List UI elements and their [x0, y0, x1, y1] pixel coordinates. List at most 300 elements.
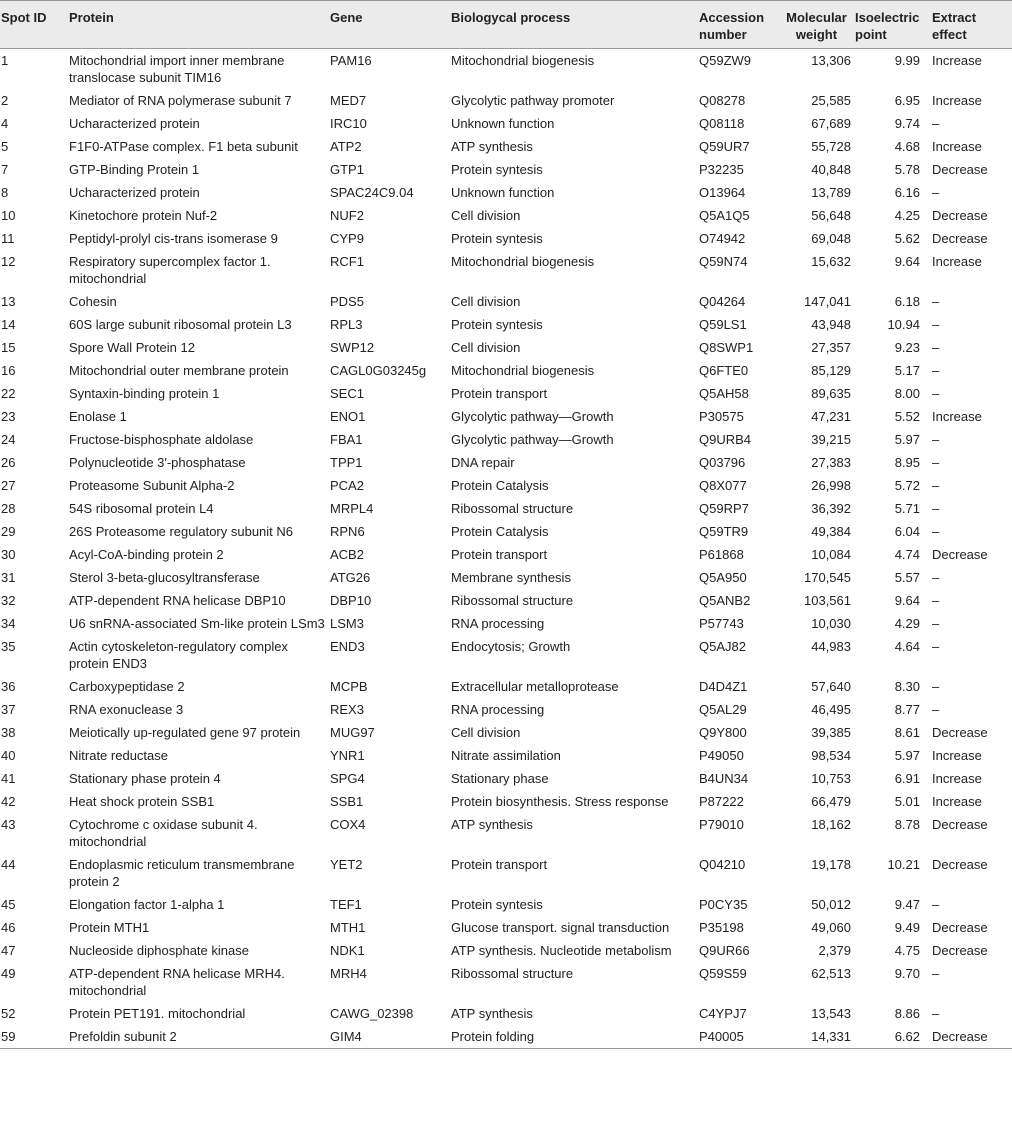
- cell-gene: PAM16: [330, 53, 372, 68]
- cell-biological-process: Protein transport: [451, 857, 548, 872]
- cell-gene: NDK1: [330, 943, 365, 958]
- cell-biological-process: Protein syntesis: [451, 231, 543, 246]
- cell-isoelectric-point: 4.74: [894, 547, 920, 562]
- cell-protein: Nucleoside diphosphate kinase: [69, 943, 249, 958]
- cell-biological-process: Protein transport: [451, 386, 548, 401]
- table-row: [0, 813, 1012, 853]
- table-row: [0, 250, 1012, 290]
- table-row: [0, 744, 1012, 767]
- cell-protein: Elongation factor 1-alpha 1: [69, 897, 225, 912]
- cell-protein: Polynucleotide 3′-phosphatase: [69, 455, 246, 470]
- table-row: [0, 790, 1012, 813]
- cell-molecular-weight: 26,998: [811, 478, 851, 493]
- cell-gene: IRC10: [330, 116, 367, 131]
- cell-isoelectric-point: 8.30: [894, 679, 920, 694]
- table-row: [0, 698, 1012, 721]
- cell-accession-number: Q9Y800: [699, 725, 747, 740]
- cell-biological-process: Cell division: [451, 294, 521, 309]
- cell-protein: 60S large subunit ribosomal protein L3: [69, 317, 292, 332]
- cell-molecular-weight: 47,231: [811, 409, 851, 424]
- cell-molecular-weight: 19,178: [811, 857, 851, 872]
- table-row: [0, 382, 1012, 405]
- table-row: [0, 181, 1012, 204]
- cell-biological-process: Protein Catalysis: [451, 478, 549, 493]
- cell-gene: SPG4: [330, 771, 365, 786]
- cell-accession-number: O74942: [699, 231, 746, 246]
- cell-spot-id: 35: [1, 639, 16, 654]
- cell-protein: Mitochondrial outer membrane protein: [69, 363, 289, 378]
- cell-molecular-weight: 40,848: [811, 162, 851, 177]
- cell-spot-id: 15: [1, 340, 16, 355]
- cell-extract-effect: –: [932, 702, 940, 717]
- table-row: [0, 290, 1012, 313]
- cell-isoelectric-point: 4.68: [894, 139, 920, 154]
- cell-accession-number: P61868: [699, 547, 744, 562]
- cell-isoelectric-point: 9.74: [894, 116, 920, 131]
- cell-extract-effect: Decrease: [932, 817, 988, 832]
- cell-accession-number: Q9URB4: [699, 432, 752, 447]
- cell-spot-id: 59: [0, 1025, 67, 1049]
- cell-biological-process: Protein syntesis: [451, 897, 543, 912]
- cell-protein: Kinetochore protein Nuf-2: [69, 208, 218, 223]
- cell-extract-effect: –: [932, 386, 940, 401]
- table-row: [0, 767, 1012, 790]
- cell-isoelectric-point: 5.72: [894, 478, 920, 493]
- cell-spot-id: 52: [1, 1006, 16, 1021]
- cell-isoelectric-point: 6.18: [894, 294, 920, 309]
- cell-biological-process: Cell division: [451, 340, 521, 355]
- cell-protein: U6 snRNA-associated Sm-like protein LSm3: [69, 616, 325, 631]
- cell-isoelectric-point: 8.86: [894, 1006, 920, 1021]
- cell-accession-number: P79010: [699, 817, 744, 832]
- cell-accession-number: P87222: [699, 794, 744, 809]
- cell-protein: Nitrate reductase: [69, 748, 168, 763]
- cell-spot-id: 1: [1, 53, 9, 68]
- cell-protein: Stationary phase protein 4: [69, 771, 221, 786]
- table-row: [0, 313, 1012, 336]
- cell-accession-number: Q5AJ82: [699, 639, 746, 654]
- table-row: [0, 89, 1012, 112]
- header-accession-number: Accession number: [697, 1, 780, 49]
- cell-spot-id: 46: [1, 920, 16, 935]
- cell-accession-number: Q5AL29: [699, 702, 747, 717]
- cell-isoelectric-point: 4.25: [894, 208, 920, 223]
- cell-protein: Fructose-bisphosphate aldolase: [69, 432, 254, 447]
- cell-biological-process: Cell division: [451, 725, 521, 740]
- cell-spot-id: 43: [1, 817, 16, 832]
- cell-gene: COX4: [330, 817, 366, 832]
- cell-isoelectric-point: 5.78: [894, 162, 920, 177]
- cell-isoelectric-point: 5.71: [894, 501, 920, 516]
- cell-extract-effect: Decrease: [932, 725, 988, 740]
- cell-protein: RNA exonuclease 3: [69, 702, 184, 717]
- cell-biological-process: Cell division: [451, 208, 521, 223]
- cell-protein: Protein PET191. mitochondrial: [69, 1006, 246, 1021]
- cell-biological-process: Protein transport: [451, 547, 548, 562]
- cell-isoelectric-point: 6.16: [894, 185, 920, 200]
- cell-accession-number: P32235: [699, 162, 744, 177]
- cell-molecular-weight: 62,513: [811, 966, 851, 981]
- cell-molecular-weight: 57,640: [811, 679, 851, 694]
- cell-isoelectric-point: 4.64: [894, 639, 920, 654]
- cell-gene: LSM3: [330, 616, 364, 631]
- header-biological-process: Biologycal process: [449, 1, 697, 49]
- cell-spot-id: 36: [1, 679, 16, 694]
- cell-biological-process: Protein syntesis: [451, 317, 543, 332]
- table-row: [0, 135, 1012, 158]
- cell-molecular-weight: 10,753: [811, 771, 851, 786]
- cell-extract-effect: –: [932, 616, 940, 631]
- cell-extract-effect: –: [932, 455, 940, 470]
- cell-molecular-weight: 10,030: [811, 616, 851, 631]
- table-row: [0, 721, 1012, 744]
- cell-gene: SEC1: [330, 386, 364, 401]
- cell-extract-effect: –: [932, 340, 940, 355]
- cell-accession-number: Q8X077: [699, 478, 747, 493]
- cell-protein: Endoplasmic reticulum transmembrane protein 2: [69, 857, 295, 889]
- cell-biological-process: ATP synthesis: [451, 1006, 533, 1021]
- cell-gene: RPN6: [330, 524, 365, 539]
- table-row: [0, 428, 1012, 451]
- cell-extract-effect: –: [932, 897, 940, 912]
- cell-spot-id: 34: [1, 616, 16, 631]
- table-row: [0, 893, 1012, 916]
- cell-isoelectric-point: 5.01: [894, 794, 920, 809]
- cell-gene: ENO1: [330, 409, 366, 424]
- cell-isoelectric-point: 8.77: [894, 702, 920, 717]
- cell-isoelectric-point: 6.95: [894, 93, 920, 108]
- cell-extract-effect: Increase: [932, 93, 982, 108]
- cell-spot-id: 24: [1, 432, 16, 447]
- cell-accession-number: D4D4Z1: [699, 679, 748, 694]
- cell-isoelectric-point: 10.21: [887, 857, 920, 872]
- header-isoelectric-point: Isoelectric point: [853, 1, 930, 49]
- cell-extract-effect: Increase: [932, 409, 982, 424]
- cell-molecular-weight: 66,479: [811, 794, 851, 809]
- cell-extract-effect: Decrease: [932, 208, 988, 223]
- cell-biological-process: DNA repair: [451, 455, 515, 470]
- cell-spot-id: 41: [1, 771, 16, 786]
- cell-accession-number: Q59RP7: [699, 501, 749, 516]
- cell-accession-number: Q59N74: [699, 254, 748, 269]
- table-row: [0, 451, 1012, 474]
- cell-gene: END3: [330, 639, 365, 654]
- cell-accession-number: C4YPJ7: [699, 1006, 747, 1021]
- table-row: [0, 204, 1012, 227]
- table-row: [0, 853, 1012, 893]
- cell-extract-effect: Increase: [932, 748, 982, 763]
- cell-spot-id: 38: [1, 725, 16, 740]
- cell-gene: MRPL4: [330, 501, 374, 516]
- table-row: [0, 158, 1012, 181]
- cell-biological-process: Nitrate assimilation: [451, 748, 561, 763]
- cell-accession-number: Q04210: [699, 857, 746, 872]
- cell-extract-effect: Increase: [932, 771, 982, 786]
- cell-spot-id: 47: [1, 943, 16, 958]
- cell-gene: ATG26: [330, 570, 371, 585]
- table-header: [0, 1, 1012, 49]
- cell-protein: Mitochondrial import inner membrane translocase subunit TIM16: [69, 53, 285, 85]
- cell-accession-number: Q5A950: [699, 570, 747, 585]
- cell-biological-process: Stationary phase: [451, 771, 549, 786]
- cell-isoelectric-point: 9.64: [894, 593, 920, 608]
- table-row: [0, 359, 1012, 382]
- cell-biological-process: Unknown function: [451, 185, 555, 200]
- header-gene: Gene: [328, 1, 449, 49]
- cell-biological-process: ATP synthesis: [451, 817, 533, 832]
- table-row: [0, 939, 1012, 962]
- cell-accession-number: Q6FTE0: [699, 363, 749, 378]
- cell-molecular-weight: 98,534: [811, 748, 851, 763]
- cell-biological-process: Protein folding: [449, 1025, 697, 1049]
- cell-isoelectric-point: 8.61: [894, 725, 920, 740]
- cell-biological-process: Glycolytic pathway—Growth: [451, 409, 614, 424]
- cell-molecular-weight: 56,648: [811, 208, 851, 223]
- cell-biological-process: Glycolytic pathway promoter: [451, 93, 615, 108]
- cell-protein: Prefoldin subunit 2: [67, 1025, 328, 1049]
- cell-extract-effect: –: [932, 593, 940, 608]
- cell-isoelectric-point: 6.04: [894, 524, 920, 539]
- cell-biological-process: RNA processing: [451, 702, 545, 717]
- cell-spot-id: 14: [1, 317, 16, 332]
- cell-biological-process: Protein biosynthesis. Stress response: [451, 794, 669, 809]
- cell-isoelectric-point: 10.94: [887, 317, 920, 332]
- cell-gene: MCPB: [330, 679, 368, 694]
- cell-gene: MED7: [330, 93, 367, 108]
- cell-accession-number: Q03796: [699, 455, 746, 470]
- cell-extract-effect: –: [932, 679, 940, 694]
- cell-gene: SPAC24C9.04: [330, 185, 414, 200]
- cell-isoelectric-point: 9.99: [894, 53, 920, 68]
- cell-extract-effect: Increase: [932, 139, 982, 154]
- cell-accession-number: B4UN34: [699, 771, 749, 786]
- cell-protein: Protein MTH1: [69, 920, 150, 935]
- table-row: [0, 916, 1012, 939]
- cell-protein: Proteasome Subunit Alpha-2: [69, 478, 235, 493]
- cell-molecular-weight: 46,495: [811, 702, 851, 717]
- cell-isoelectric-point: 5.97: [894, 748, 920, 763]
- table-row: [0, 474, 1012, 497]
- cell-spot-id: 13: [1, 294, 16, 309]
- cell-spot-id: 49: [1, 966, 16, 981]
- cell-extract-effect: Decrease: [932, 943, 988, 958]
- table-row: [0, 962, 1012, 1002]
- cell-isoelectric-point: 6.91: [894, 771, 920, 786]
- cell-isoelectric-point: 5.97: [894, 432, 920, 447]
- cell-biological-process: Ribossomal structure: [451, 593, 574, 608]
- cell-extract-effect: Decrease: [932, 547, 988, 562]
- table-row: [0, 635, 1012, 675]
- cell-biological-process: Protein syntesis: [451, 162, 543, 177]
- cell-gene: CAGL0G03245g: [330, 363, 427, 378]
- cell-molecular-weight: 43,948: [811, 317, 851, 332]
- cell-extract-effect: –: [932, 1006, 940, 1021]
- cell-molecular-weight: 13,543: [811, 1006, 851, 1021]
- cell-molecular-weight: 69,048: [811, 231, 851, 246]
- cell-accession-number: Q59ZW9: [699, 53, 752, 68]
- cell-extract-effect: –: [932, 639, 940, 654]
- cell-accession-number: Q8SWP1: [699, 340, 754, 355]
- cell-extract-effect: Decrease: [930, 1025, 1012, 1049]
- cell-accession-number: P49050: [699, 748, 744, 763]
- cell-extract-effect: –: [932, 432, 940, 447]
- header-molecular-weight: Molecular weight: [780, 1, 853, 49]
- cell-biological-process: Endocytosis; Growth: [451, 639, 571, 654]
- cell-accession-number: Q5A1Q5: [699, 208, 750, 223]
- table-row: [0, 612, 1012, 635]
- cell-biological-process: Mitochondrial biogenesis: [451, 363, 595, 378]
- cell-protein: ATP-dependent RNA helicase DBP10: [69, 593, 286, 608]
- cell-biological-process: RNA processing: [451, 616, 545, 631]
- cell-molecular-weight: 18,162: [811, 817, 851, 832]
- cell-accession-number: Q08278: [699, 93, 746, 108]
- table-row: [0, 497, 1012, 520]
- table-row: [0, 589, 1012, 612]
- cell-accession-number: O13964: [699, 185, 746, 200]
- cell-molecular-weight: 55,728: [811, 139, 851, 154]
- cell-extract-effect: –: [932, 501, 940, 516]
- cell-spot-id: 42: [1, 794, 16, 809]
- cell-isoelectric-point: 4.29: [894, 616, 920, 631]
- cell-spot-id: 23: [1, 409, 16, 424]
- table-row: [0, 520, 1012, 543]
- cell-protein: Ucharacterized protein: [69, 116, 200, 131]
- cell-gene: SSB1: [330, 794, 364, 809]
- cell-extract-effect: –: [932, 363, 940, 378]
- table-row: [0, 543, 1012, 566]
- cell-protein: Acyl-CoA-binding protein 2: [69, 547, 224, 562]
- cell-molecular-weight: 13,789: [811, 185, 851, 200]
- cell-isoelectric-point: 5.52: [894, 409, 920, 424]
- cell-gene: TPP1: [330, 455, 363, 470]
- cell-gene: FBA1: [330, 432, 363, 447]
- cell-extract-effect: –: [932, 185, 940, 200]
- cell-protein: F1F0-ATPase complex. F1 beta subunit: [69, 139, 298, 154]
- cell-protein: 26S Proteasome regulatory subunit N6: [69, 524, 294, 539]
- cell-spot-id: 27: [1, 478, 16, 493]
- cell-spot-id: 7: [1, 162, 9, 177]
- cell-spot-id: 10: [1, 208, 16, 223]
- cell-extract-effect: Increase: [932, 53, 982, 68]
- cell-biological-process: Membrane synthesis: [451, 570, 571, 585]
- cell-isoelectric-point: 8.78: [894, 817, 920, 832]
- cell-molecular-weight: 2,379: [818, 943, 851, 958]
- cell-isoelectric-point: 6.62: [853, 1025, 930, 1049]
- cell-spot-id: 32: [1, 593, 16, 608]
- cell-gene: GIM4: [328, 1025, 449, 1049]
- cell-biological-process: Protein Catalysis: [451, 524, 549, 539]
- cell-protein: Carboxypeptidase 2: [69, 679, 185, 694]
- table-row: [0, 227, 1012, 250]
- cell-molecular-weight: 27,357: [811, 340, 851, 355]
- cell-gene: TEF1: [330, 897, 362, 912]
- cell-accession-number: P30575: [699, 409, 744, 424]
- cell-isoelectric-point: 5.62: [894, 231, 920, 246]
- cell-protein: Mediator of RNA polymerase subunit 7: [69, 93, 292, 108]
- cell-gene: CAWG_02398: [330, 1006, 414, 1021]
- cell-molecular-weight: 103,561: [804, 593, 851, 608]
- cell-gene: YET2: [330, 857, 363, 872]
- table-row: [0, 49, 1012, 90]
- cell-accession-number: Q9UR66: [699, 943, 750, 958]
- cell-extract-effect: Decrease: [932, 857, 988, 872]
- cell-protein: Actin cytoskeleton-regulatory complex protein END3: [69, 639, 288, 671]
- table-row: [0, 112, 1012, 135]
- cell-accession-number: Q59LS1: [699, 317, 747, 332]
- cell-isoelectric-point: 9.64: [894, 254, 920, 269]
- cell-spot-id: 11: [1, 231, 15, 246]
- cell-biological-process: Extracellular metalloprotease: [451, 679, 619, 694]
- cell-spot-id: 8: [1, 185, 9, 200]
- cell-accession-number: P57743: [699, 616, 744, 631]
- cell-molecular-weight: 170,545: [804, 570, 851, 585]
- cell-spot-id: 5: [1, 139, 9, 154]
- cell-gene: PDS5: [330, 294, 364, 309]
- cell-spot-id: 22: [1, 386, 16, 401]
- cell-protein: Cohesin: [69, 294, 117, 309]
- cell-extract-effect: –: [932, 317, 940, 332]
- table-body: [0, 49, 1012, 1049]
- cell-spot-id: 40: [1, 748, 16, 763]
- cell-gene: PCA2: [330, 478, 364, 493]
- table-row: [0, 1002, 1012, 1025]
- cell-spot-id: 4: [1, 116, 9, 131]
- cell-isoelectric-point: 8.00: [894, 386, 920, 401]
- cell-molecular-weight: 25,585: [811, 93, 851, 108]
- cell-molecular-weight: 10,084: [811, 547, 851, 562]
- cell-accession-number: P40005: [697, 1025, 780, 1049]
- cell-accession-number: Q59TR9: [699, 524, 749, 539]
- cell-spot-id: 30: [1, 547, 16, 562]
- header-protein: Protein: [67, 1, 328, 49]
- header-spot-id: Spot ID: [0, 1, 67, 49]
- table-row: [0, 675, 1012, 698]
- cell-protein: Heat shock protein SSB1: [69, 794, 215, 809]
- cell-protein: GTP-Binding Protein 1: [69, 162, 200, 177]
- cell-gene: ATP2: [330, 139, 362, 154]
- cell-molecular-weight: 27,383: [811, 455, 851, 470]
- cell-biological-process: Mitochondrial biogenesis: [451, 254, 595, 269]
- cell-protein: Syntaxin-binding protein 1: [69, 386, 220, 401]
- table-row: [0, 566, 1012, 589]
- cell-isoelectric-point: 9.23: [894, 340, 920, 355]
- cell-gene: YNR1: [330, 748, 365, 763]
- cell-accession-number: Q59UR7: [699, 139, 750, 154]
- cell-isoelectric-point: 9.49: [894, 920, 920, 935]
- table-row: [0, 1025, 1012, 1049]
- cell-accession-number: Q59S59: [699, 966, 747, 981]
- cell-molecular-weight: 13,306: [811, 53, 851, 68]
- cell-extract-effect: –: [932, 524, 940, 539]
- cell-molecular-weight: 39,215: [811, 432, 851, 447]
- cell-molecular-weight: 50,012: [811, 897, 851, 912]
- header-row: [0, 1, 1012, 49]
- cell-biological-process: ATP synthesis: [451, 139, 533, 154]
- cell-spot-id: 12: [1, 254, 16, 269]
- cell-protein: Spore Wall Protein 12: [69, 340, 195, 355]
- cell-gene: SWP12: [330, 340, 375, 355]
- cell-extract-effect: Increase: [932, 794, 982, 809]
- cell-extract-effect: Decrease: [932, 231, 988, 246]
- cell-spot-id: 29: [1, 524, 16, 539]
- cell-protein: Cytochrome c oxidase subunit 4. mitochondrial: [69, 817, 258, 849]
- cell-extract-effect: –: [932, 294, 940, 309]
- cell-molecular-weight: 36,392: [811, 501, 851, 516]
- cell-spot-id: 31: [1, 570, 16, 585]
- cell-protein: Meiotically up-regulated gene 97 protein: [69, 725, 301, 740]
- cell-accession-number: Q08118: [699, 116, 745, 131]
- cell-molecular-weight: 14,331: [780, 1025, 853, 1049]
